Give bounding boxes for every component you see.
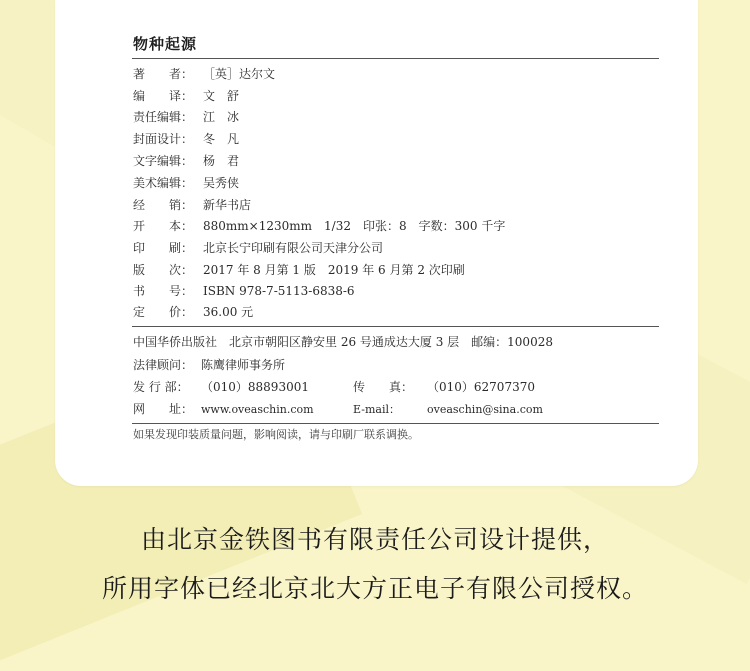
detail-row bbox=[133, 129, 239, 149]
publisher-address: 中国华侨出版社 北京市朝阳区静安里 26 号通成达大厦 3 层 邮编：100028 bbox=[133, 335, 553, 349]
detail-label: 封面设计： bbox=[133, 132, 194, 146]
detail-row bbox=[133, 107, 239, 127]
website-label: 网 址： bbox=[133, 402, 194, 416]
detail-value: ［英］达尔文 bbox=[203, 67, 276, 81]
detail-label: 书 号： bbox=[133, 284, 194, 298]
design-credit-line: 由北京金铁图书有限责任公司设计提供， bbox=[140, 525, 609, 554]
divider-top bbox=[132, 58, 659, 59]
detail-row bbox=[133, 302, 253, 322]
detail-row bbox=[133, 216, 505, 236]
detail-value: 江 冰 bbox=[203, 110, 240, 124]
detail-label: 印 刷： bbox=[133, 241, 194, 255]
detail-value: 2017 年 8 月第 1 版 2019 年 6 月第 2 次印刷 bbox=[203, 263, 465, 277]
book-title: 物种起源 bbox=[133, 35, 198, 53]
fax-label: 传 真： bbox=[353, 380, 414, 394]
detail-row bbox=[133, 281, 355, 301]
web-row bbox=[133, 399, 543, 420]
detail-value: 880mm×1230mm 1/32 印张：8 字数：300 千字 bbox=[203, 219, 506, 233]
detail-value: 杨 君 bbox=[203, 154, 240, 168]
fax-number: （010）62707370 bbox=[427, 380, 535, 394]
copyright-page-card bbox=[55, 0, 698, 486]
detail-value: 文 舒 bbox=[203, 89, 240, 103]
detail-row bbox=[133, 86, 239, 106]
divider-bottom bbox=[132, 423, 659, 424]
detail-label: 美术编辑： bbox=[133, 176, 194, 190]
font-license-line: 所用字体已经北京北大方正电子有限公司授权。 bbox=[101, 574, 648, 603]
distribution-label: 发 行 部： bbox=[133, 380, 189, 394]
email-link[interactable]: oveaschin@sina.com bbox=[427, 403, 543, 416]
legal-advisor-label: 法律顾问： bbox=[133, 358, 194, 372]
detail-label: 文字编辑： bbox=[133, 154, 194, 168]
website-link[interactable]: www.oveaschin.com bbox=[201, 403, 314, 416]
detail-row bbox=[133, 238, 383, 258]
legal-advisor-value: 陈鹰律师事务所 bbox=[201, 358, 286, 372]
detail-row bbox=[133, 64, 275, 84]
detail-row bbox=[133, 173, 239, 193]
detail-label: 编 译： bbox=[133, 89, 194, 103]
email-label: E-mail： bbox=[353, 403, 400, 416]
detail-label: 经 销： bbox=[133, 198, 194, 212]
divider-middle bbox=[132, 326, 659, 327]
detail-value: 冬 凡 bbox=[203, 132, 240, 146]
detail-value: 北京长宁印刷有限公司天津分公司 bbox=[203, 241, 384, 255]
detail-label: 著 者： bbox=[133, 67, 194, 81]
detail-row bbox=[133, 151, 239, 171]
detail-value: 新华书店 bbox=[203, 198, 252, 212]
distribution-phone: （010）88893001 bbox=[201, 380, 309, 394]
phone-row bbox=[133, 377, 535, 397]
legal-advisor-row bbox=[133, 355, 285, 375]
detail-label: 定 价： bbox=[133, 305, 194, 319]
quality-notice: 如果发现印装质量问题，影响阅读，请与印刷厂联系调换。 bbox=[133, 428, 419, 441]
detail-label: 责任编辑： bbox=[133, 110, 194, 124]
detail-label: 版 次： bbox=[133, 263, 194, 277]
detail-value: ISBN 978-7-5113-6838-6 bbox=[203, 284, 355, 298]
detail-row bbox=[133, 195, 251, 215]
detail-value: 36.00 元 bbox=[203, 305, 254, 319]
detail-row bbox=[133, 260, 465, 280]
detail-label: 开 本： bbox=[133, 219, 194, 233]
detail-value: 吴秀侠 bbox=[203, 176, 240, 190]
